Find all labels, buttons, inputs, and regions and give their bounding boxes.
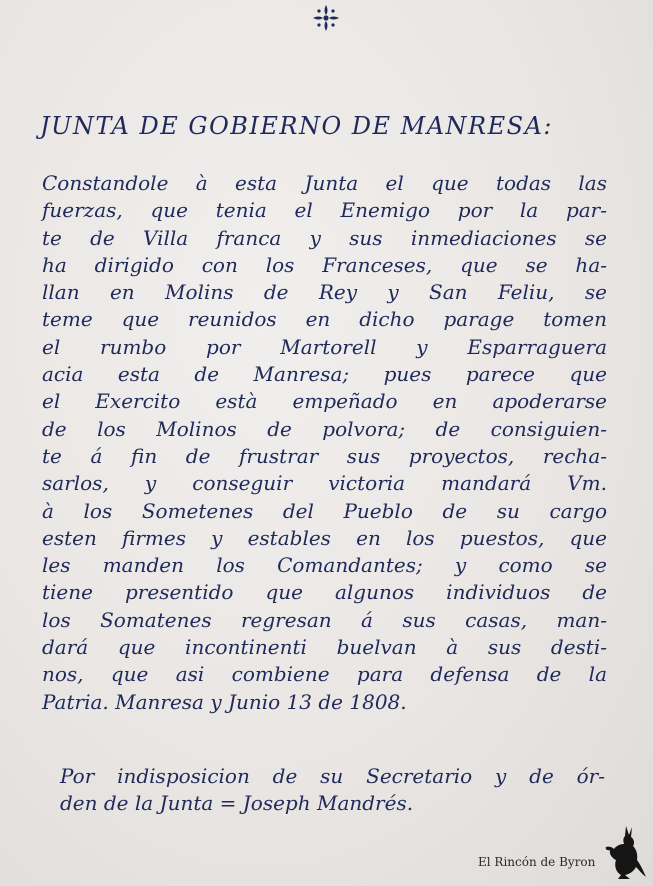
body-line: tiene presentido que algunos individuos de: [42, 580, 607, 605]
body-line: à los Sometenes del Pueblo de su cargo: [42, 498, 607, 523]
body-line: te á fin de frustrar sus proyectos, recha-: [42, 443, 607, 468]
body-line: Constandole à esta Junta el que todas las: [42, 171, 607, 195]
body-line: esten firmes y estables en los puestos, que: [42, 525, 607, 550]
signature-block: [60, 763, 605, 817]
body-line-date: Patria. Manresa y Junio 13 de 1808.: [42, 689, 407, 714]
body-line: llan en Molins de Rey y San Feliu, se: [42, 280, 607, 305]
body-line: te de Villa franca y sus inmediaciones se: [42, 225, 607, 250]
body-line: los Somatenes regresan á sus casas, man-: [42, 607, 607, 632]
body-line: fuerzas, que tenia el Enemigo por la par-: [42, 198, 607, 223]
body-line: sarlos, y conseguir victoria mandará Vm.: [42, 471, 607, 496]
document-body: [42, 170, 607, 716]
signature-line: den de la Junta = Joseph Mandrés.: [60, 791, 414, 815]
body-line: teme que reunidos en dicho parage tomen: [42, 307, 607, 332]
kangaroo-logo-icon: [596, 822, 648, 882]
body-line: acia esta de Manresa; pues parece que: [42, 362, 607, 387]
body-line: nos, que asi combiene para defensa de la: [42, 662, 607, 687]
body-line: el rumbo por Martorell y Esparraguera: [42, 334, 607, 359]
cross-flourish-icon: [310, 2, 342, 34]
body-line: dará que incontinenti buelvan à sus desti-: [42, 635, 607, 660]
body-line: el Exercito està empeñado en apoderarse: [42, 389, 607, 414]
document-heading: JUNTA DE GOBIERNO DE MANRESA:: [40, 112, 553, 140]
signature-line: Por indisposicion de su Secretario y de ór-: [60, 764, 605, 788]
body-line: de los Molinos de polvora; de consiguien-: [42, 416, 607, 441]
watermark-text: El Rincón de Byron: [478, 855, 596, 869]
body-line: ha dirigido con los Franceses, que se ha-: [42, 252, 607, 277]
body-line: les manden los Comandantes; y como se: [42, 553, 607, 578]
